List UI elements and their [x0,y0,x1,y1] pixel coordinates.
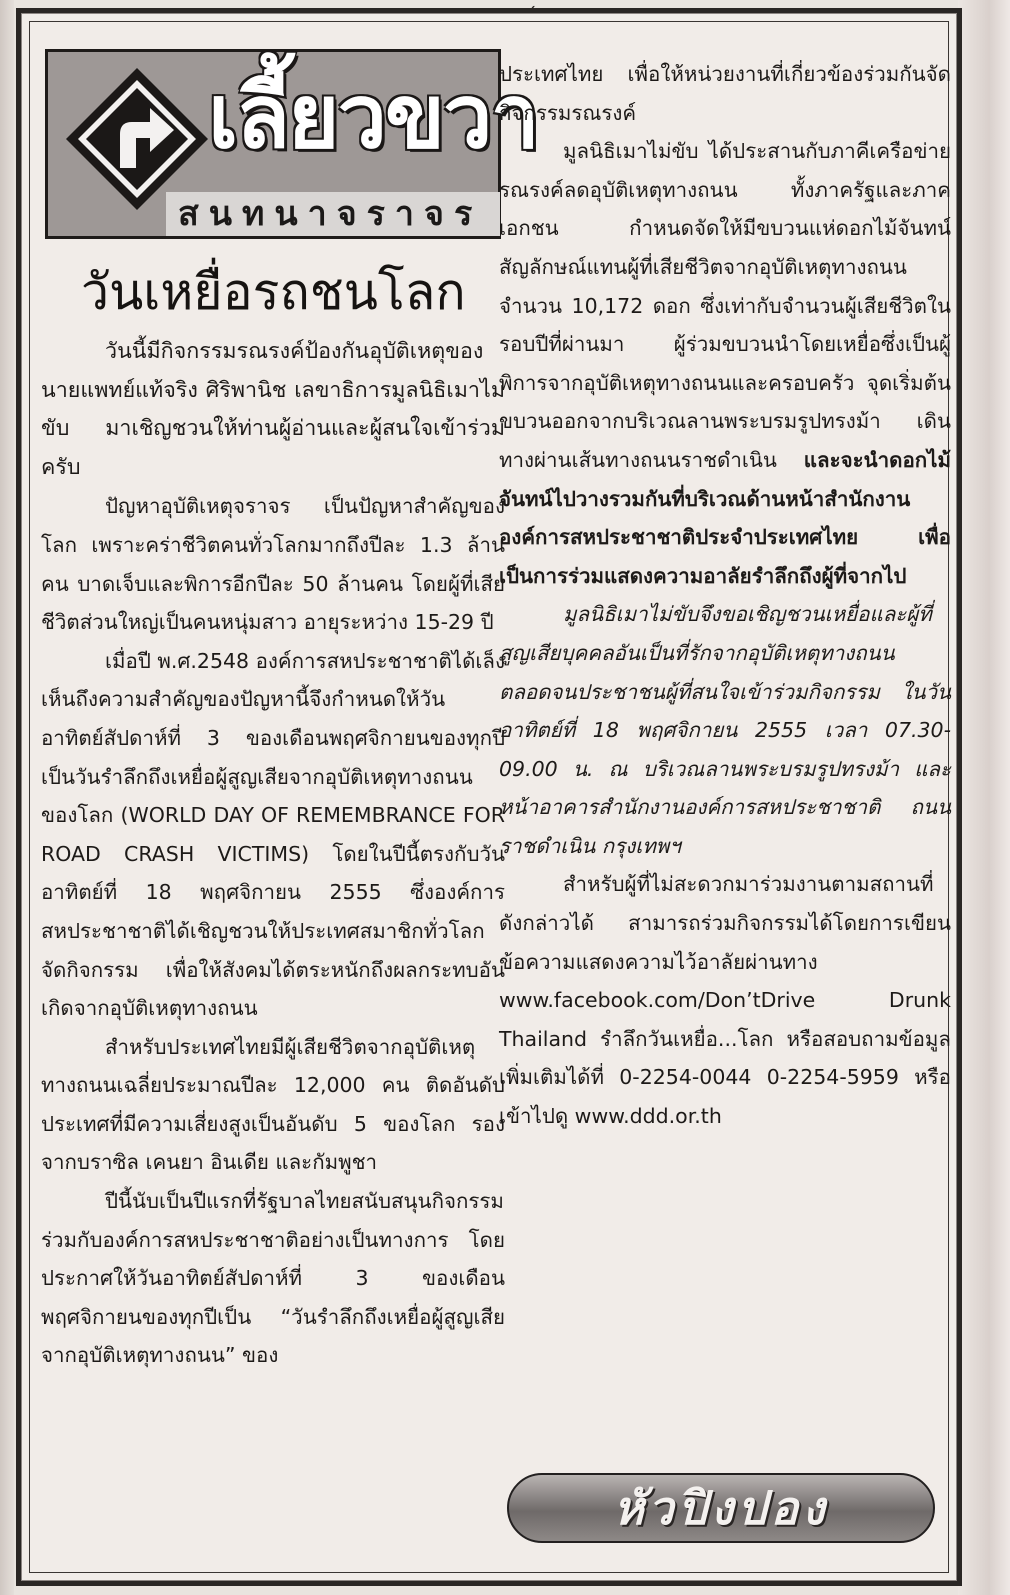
paper-edge-left [0,0,14,1595]
paragraph: เมื่อปี พ.ศ.2548 องค์การสหประชาชาติได้เล็งเห็นถึงความสำคัญของปัญหานี้จึงกำหนดให้วันอาทิตย์สัปดาห์ที่ 3 ของเดือนพฤศจิกายนของทุกปี เป็นวันรำลึกถึงเหยื่อผู้สูญเสียจากอุบัติเหตุทางถนนของโลก (WORLD DAY OF REMEMBRANCE FOR ROAD CRASH VICTIMS) โดยในปีนี้ตรงกับวันอาทิตย์ที่ 18 พฤศจิกายน 2555 ซึ่งองค์การสหประชาชาติได้เชิญชวนให้ประเทศสมาชิกทั่วโลกจัดกิจกรรม เพื่อให้สังคมได้ตระหนักถึงผลกระทบอันเกิดจากอุบัติเหตุทางถนน [41,648,506,1021]
paragraph: ปัญหาอุบัติเหตุจราจร เป็นปัญหาสำคัญของโลก เพราะคร่าชีวิตคนทั่วโลกมากถึงปีละ 1.3 ล้านคน บาดเจ็บและพิการอีกปีละ 50 ล้านคน โดยผู้ที่เสียชีวิตส่วนใหญ่เป็นคนหนุ่มสาว อายุระหว่าง 15-29 ปี [41,494,505,635]
column-title: เลี้ยวขวา [208,65,538,168]
paragraph-text: มูลนิธิเมาไม่ขับ ได้ประสานกับภาคีเครือข่ายรณรงค์ลดอุบัติเหตุทางถนน ทั้งภาครัฐและภาคเอกชน กำหนดจัดให้มีขบวนแห่ดอกไม้จันทน์สัญลักษณ์แทนผู้ที่เสียชีวิตจากอุบัติเหตุทางถนน จำนวน 10,172 ดอก ซึ่งเท่ากับจำนวนผู้เสียชีวิตในรอบปีที่ผ่านมา ผู้ร่วมขบวนนำโดยเหยื่อซึ่งเป็นผู้พิการจากอุบัติเหตุทางถนนและครอบครัว จุดเริ่มต้นขบวนออกจากบริเวณลานพระบรมรูปทรงม้า เดินทางผ่านเส้นทางถนนราชดำเนิน [499,139,951,472]
news-clipping [16,8,962,1586]
column-subtitle: สนทนาจราจร [166,192,500,236]
paragraph: สำหรับประเทศไทยมีผู้เสียชีวิตจากอุบัติเหตุทางถนนเฉลี่ยประมาณปีละ 12,000 คน ติดอันดับประเทศที่มีความเสี่ยงสูงเป็นอันดับ 5 ของโลก รองจากบราซิล เคนยา อินเดีย และกัมพูชา [41,1034,505,1175]
article-right-column [499,55,951,1136]
lead-paragraph: วันนี้มีกิจกรรมรณรงค์ป้องกันอุบัติเหตุของนายแพทย์แท้จริง ศิริพานิช เลขาธิการมูลนิธิเมาไม่ขับ มาเชิญชวนให้ท่านผู้อ่านและผู้สนใจเข้าร่วมครับ [41,339,505,480]
paragraph: ประเทศไทย เพื่อให้หน่วยงานที่เกี่ยวข้องร่วมกันจัดกิจกรรมรณรงค์ [499,62,951,125]
paper-edge-right [958,0,1010,1595]
paragraph-emphasis: และจะนำดอกไม้จันทน์ไปวางรวมกันที่บริเวณด้านหน้าสำนักงานองค์การสหประชาชาติประจำประเทศไทย เพื่อเป็นการร่วมแสดงความอาลัยรำลึกถึงผู้ที่จากไป [499,447,951,588]
paragraph [499,132,951,595]
column-header-badge [45,49,538,239]
invitation-paragraph: มูลนิธิเมาไม่ขับจึงขอเชิญชวนเหยื่อและผู้ที่สูญเสียบุคคลอันเป็นที่รักจากอุบัติเหตุทางถนน ตลอดจนประชาชนผู้ที่สนใจเข้าร่วมกิจกรรม ในวันอาทิตย์ที่ 18 พฤศจิกายน 2555 เวลา 07.30-09.00 น. ณ บริเวณลานพระบรมรูปทรงม้า และหน้าอาคารสำนักงานองค์การสหประชาชาติ ถนนราชดำเนิน กรุงเทพฯ [499,602,951,858]
article-headline: วันเหยื่อรถชนโลก [81,263,466,321]
paragraph: ปีนี้นับเป็นปีแรกที่รัฐบาลไทยสนับสนุนกิจกรรมร่วมกับองค์การสหประชาชาติอย่างเป็นทางการ โดยประกาศให้วันอาทิตย์สัปดาห์ที่ 3 ของเดือนพฤศจิกายนของทุกปีเป็น “วันรำลึกถึงเหยื่อผู้สูญเสียจากอุบัติเหตุทางถนน” ของ [41,1189,505,1368]
contact-paragraph: สำหรับผู้ที่ไม่สะดวกมาร่วมงานตามสถานที่ดังกล่าวได้ สามารถร่วมกิจกรรมได้โดยการเขียนข้อความแสดงความไว้อาลัยผ่านทาง www.facebook.com/Don’tDrive Drunk Thailand รำลึกวันเหยื่อ...โลก หรือสอบถามข้อมูลเพิ่มเติมได้ที่ 0-2254-0044 0-2254-5959 หรือเข้าไปดู www.ddd.or.th [499,872,951,1129]
article-left-column [41,333,505,1375]
byline-badge: หัวปิงปอง [507,1473,935,1543]
